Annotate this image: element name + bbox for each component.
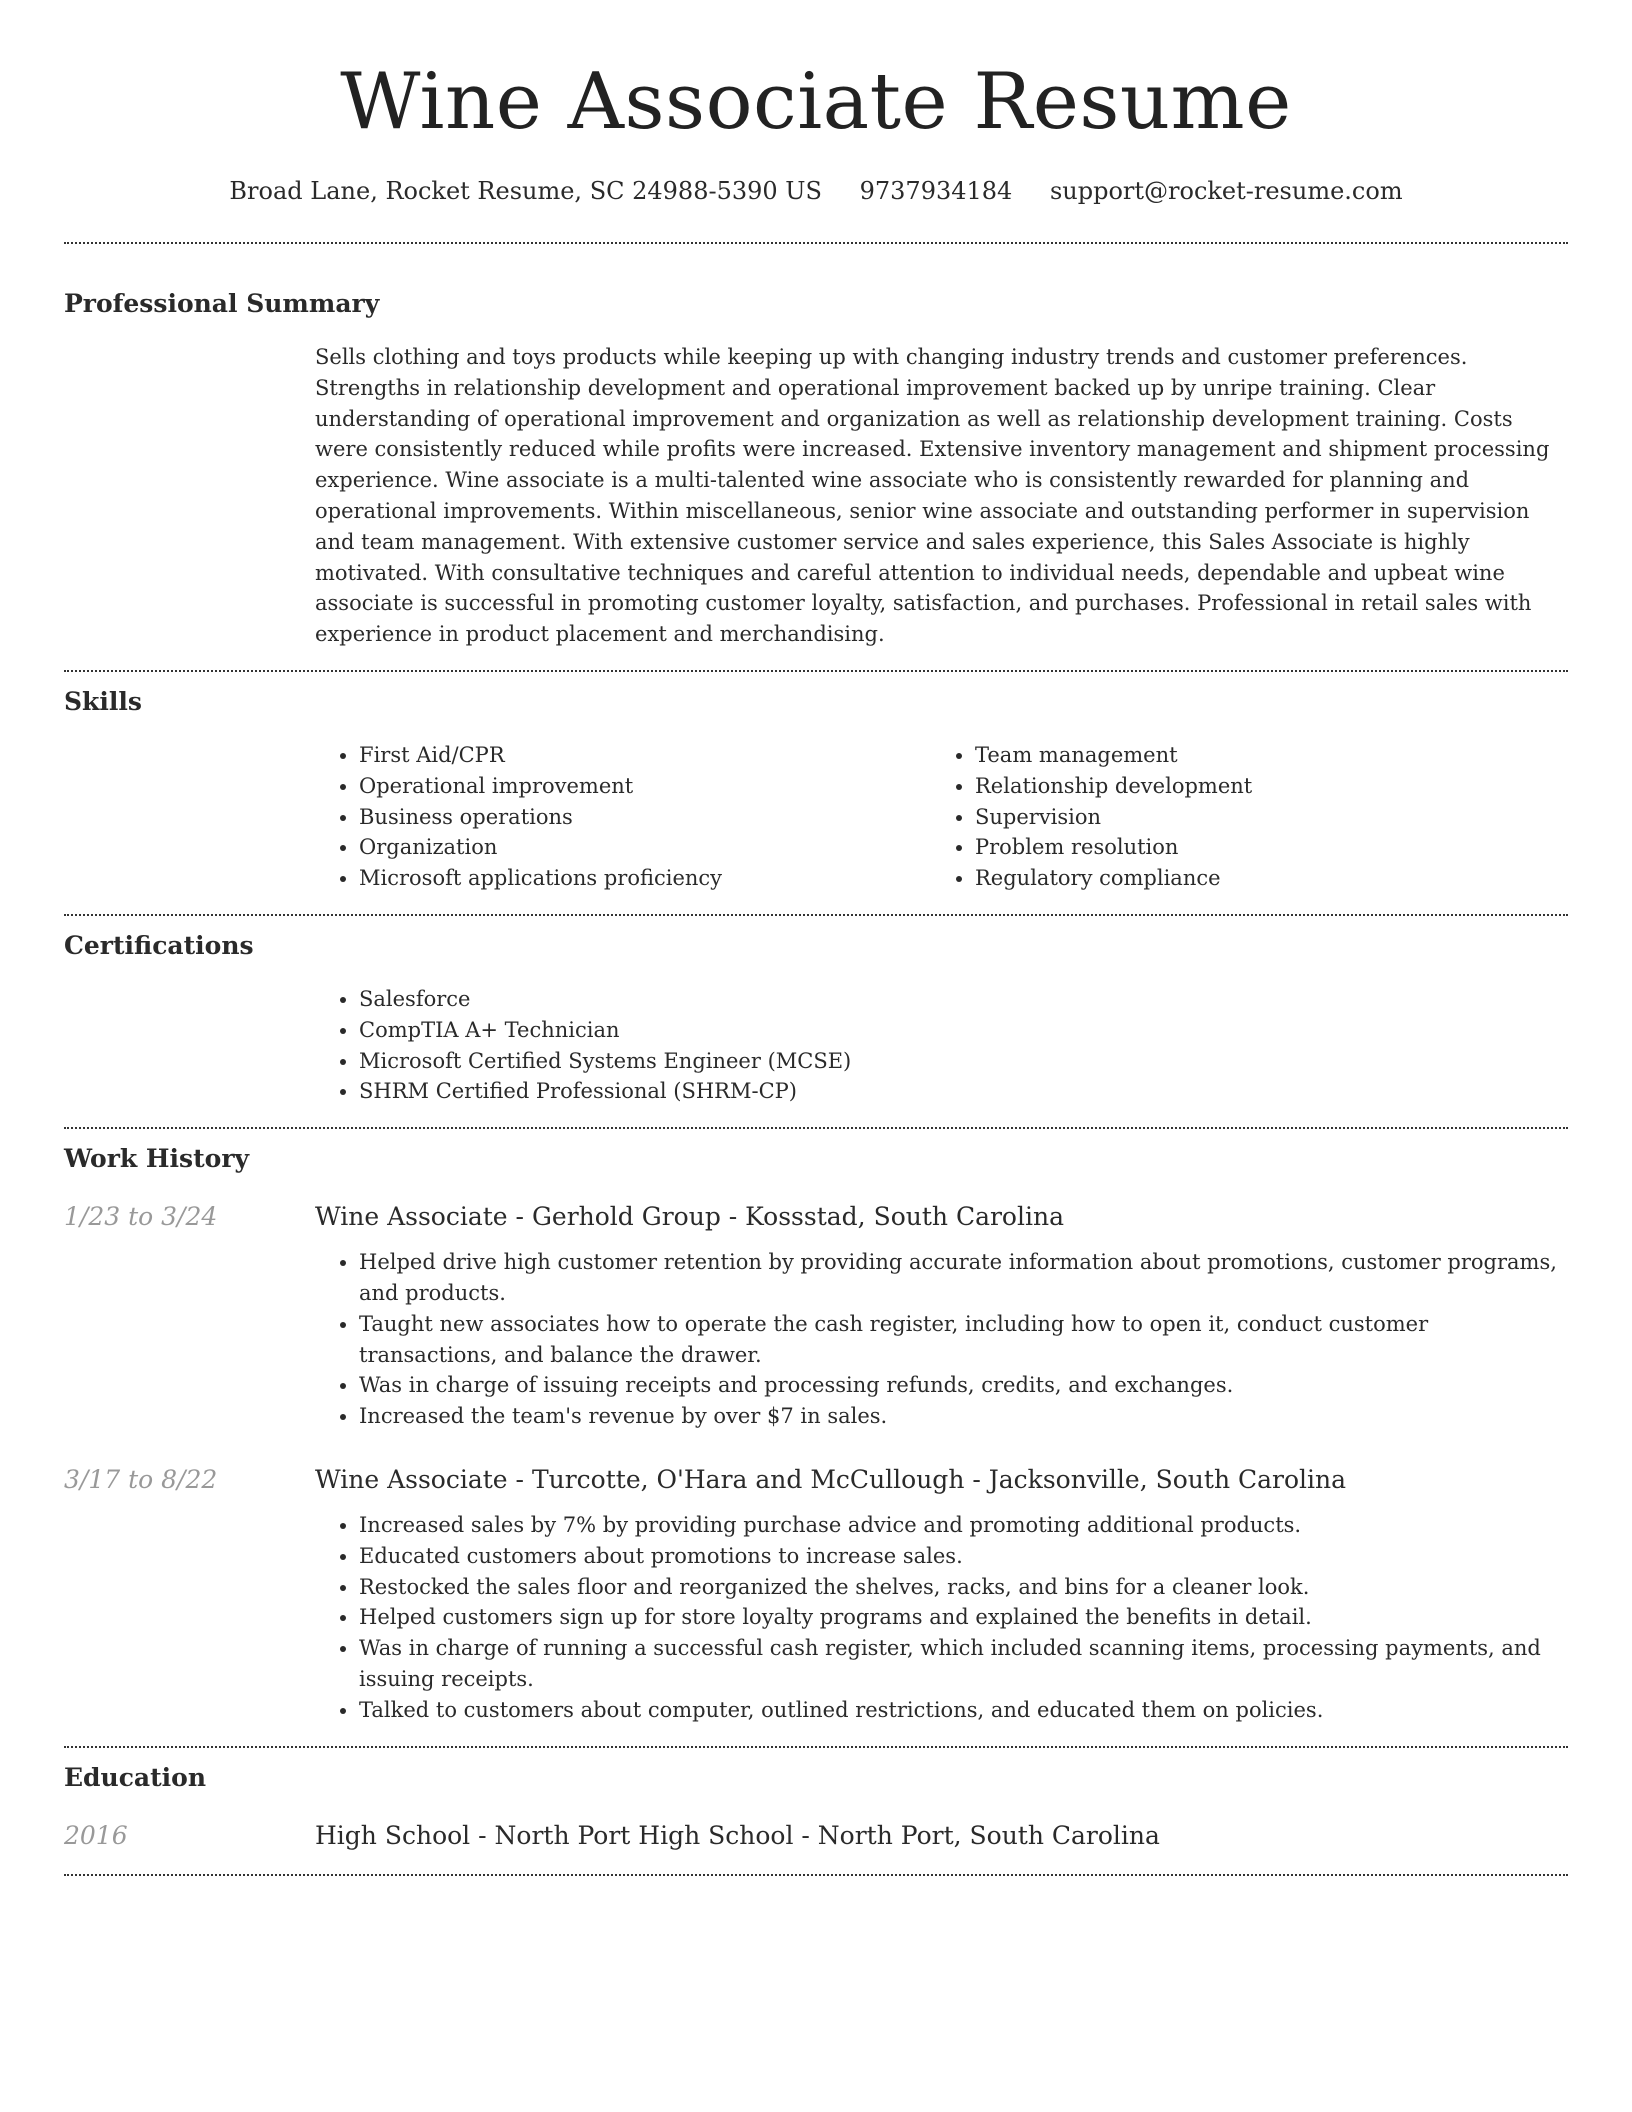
skills-list-left [315, 740, 931, 894]
summary-text: Sells clothing and toys products while keeping up with changing industry trends and customer preferences. Strengths in relationship development and operational improvement backed up by unripe training. Clear understanding of operational improvement and organization as well as relationship development training. Costs were consistently reduced while profits were increased. Extensive inventory management and shipment processing experience. Wine associate is a multi-talented wine associate who is consistently rewarded for planning and operational improvements. Within miscellaneous, senior wine associate and outstanding performer in supervision and team management. With extensive customer service and sales experience, this Sales Associate is highly motivated. With consultative techniques and careful attention to individual needs, dependable and upbeat wine associate is successful in promoting customer loyalty, satisfaction, and purchases. Professional in retail sales with experience in product placement and merchandising. [315, 345, 1550, 647]
job-bullets [315, 1510, 1568, 1726]
summary-title: Professional Summary [64, 289, 380, 318]
education-entry [64, 1818, 1568, 1854]
certification-item: • SHRM Certified Professional (SHRM-CP) [359, 1076, 1568, 1107]
divider [64, 670, 1568, 672]
education-section [64, 1760, 1568, 1854]
job-header [64, 1199, 1568, 1235]
skill-item: • Business operations [359, 802, 931, 833]
certification-item: • Salesforce [359, 984, 1568, 1015]
contact-address: Broad Lane, Rocket Resume, SC 24988-5390 US [229, 177, 822, 205]
job-dates: 3/17 to 8/22 [64, 1464, 218, 1494]
certification-item: • Microsoft Certified Systems Engineer (MCSE) [359, 1046, 1568, 1077]
job-details [315, 1247, 1568, 1432]
job-bullet: • Helped customers sign up for store loyalty programs and explained the benefits in detail. [359, 1602, 1568, 1633]
skill-item: • Regulatory compliance [975, 863, 1568, 894]
skills-title: Skills [64, 686, 142, 716]
skills-grid [315, 740, 1568, 894]
resume-title: Wine Associate Resume [340, 57, 1292, 147]
education-title: Education [64, 1762, 207, 1792]
skills-list-right [931, 740, 1568, 894]
work-history-title: Work History [64, 1144, 250, 1174]
certifications-section [64, 928, 1568, 1107]
certifications-list [315, 984, 1568, 1107]
education-year: 2016 [64, 1820, 128, 1850]
skill-item: • Supervision [975, 802, 1568, 833]
education-heading: High School - North Port High School - North Port, South Carolina [315, 1820, 1160, 1850]
job-bullet: • Was in charge of running a successful cash register, which included scanning items, processing payments, and issuing receipts. [359, 1633, 1568, 1695]
job-bullet: • Helped drive high customer retention by providing accurate information about promotions, customer programs, and products. [359, 1247, 1568, 1309]
contact-phone: 9737934184 [859, 177, 1013, 205]
certifications-content [315, 984, 1568, 1107]
skill-item: • Problem resolution [975, 832, 1568, 863]
skill-item: • Team management [975, 740, 1568, 771]
job-bullets [315, 1247, 1568, 1432]
certification-item: • CompTIA A+ Technician [359, 1015, 1568, 1046]
divider [64, 1746, 1568, 1748]
job-heading: Wine Associate - Gerhold Group - Kossstad, South Carolina [315, 1202, 1064, 1232]
job-bullet: • Restocked the sales floor and reorganized the shelves, racks, and bins for a cleaner look. [359, 1572, 1568, 1603]
job-bullet: • Was in charge of issuing receipts and processing refunds, credits, and exchanges. [359, 1370, 1568, 1401]
job-bullet: • Increased the team's revenue by over $7 in sales. [359, 1401, 1568, 1432]
skill-item: • First Aid/CPR [359, 740, 931, 771]
divider [64, 914, 1568, 916]
job-heading: Wine Associate - Turcotte, O'Hara and McCullough - Jacksonville, South Carolina [315, 1464, 1347, 1494]
skills-section [64, 684, 1568, 894]
summary-content [315, 342, 1568, 650]
job-bullet: • Talked to customers about computer, outlined restrictions, and educated them on policies. [359, 1695, 1568, 1726]
job-bullet: • Increased sales by 7% by providing purchase advice and promoting additional products. [359, 1510, 1568, 1541]
skill-item: • Relationship development [975, 771, 1568, 802]
certifications-title: Certifications [64, 930, 254, 960]
job-bullet: • Educated customers about promotions to increase sales. [359, 1541, 1568, 1572]
skill-item: • Operational improvement [359, 771, 931, 802]
divider [64, 242, 1568, 244]
job-entry [64, 1199, 1568, 1432]
contact-email: support@rocket-resume.com [1049, 177, 1403, 205]
contact-line [64, 174, 1568, 208]
job-header [64, 1462, 1568, 1498]
skill-item: • Microsoft applications proficiency [359, 863, 931, 894]
summary-section [64, 286, 1568, 650]
job-details [315, 1510, 1568, 1726]
skill-item: • Organization [359, 832, 931, 863]
job-entry [64, 1462, 1568, 1726]
job-bullet: • Taught new associates how to operate the cash register, including how to open it, conduct customer transactions, and balance the drawer. [359, 1309, 1568, 1371]
job-dates: 1/23 to 3/24 [64, 1202, 218, 1232]
work-history-section [64, 1141, 1568, 1725]
divider [64, 1874, 1568, 1876]
divider [64, 1127, 1568, 1129]
